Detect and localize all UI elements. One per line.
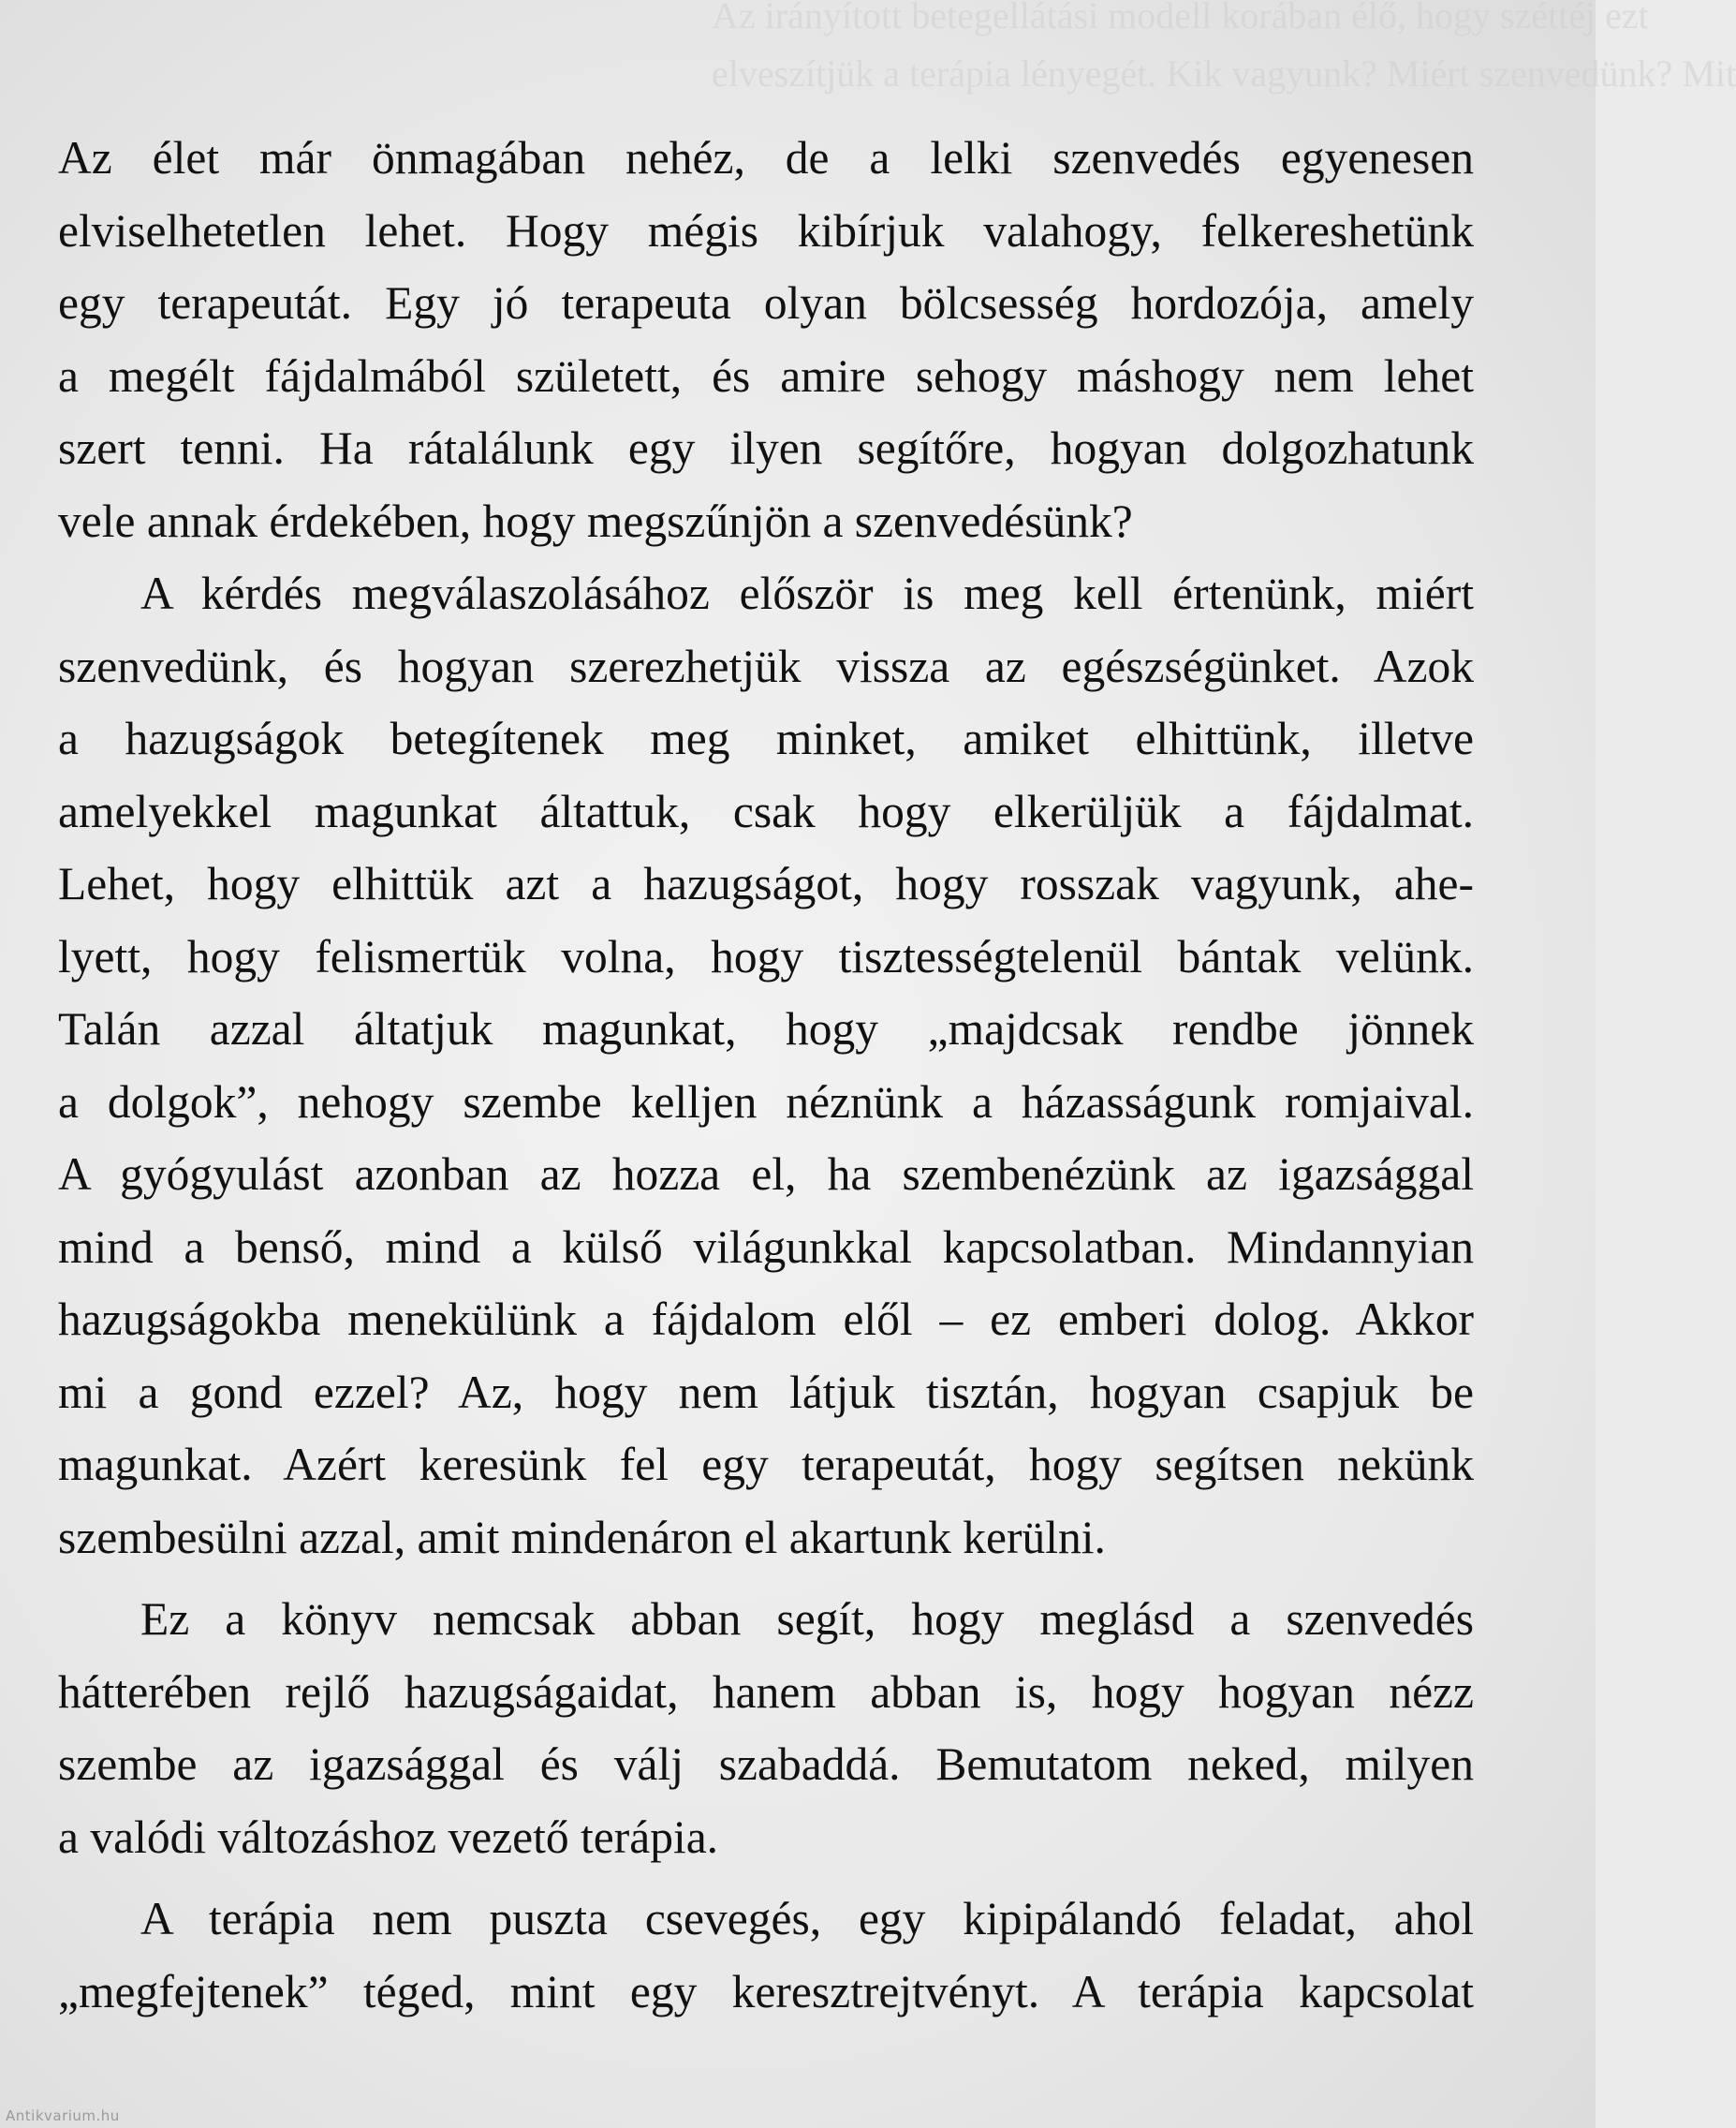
text-line: lyett, hogy felismertük volna, hogy tisztességtelenül bántak velünk.	[58, 930, 1474, 983]
text-line: mind a benső, mind a külső világunkkal kapcsolatban. Mindannyian	[58, 1220, 1474, 1273]
text-line: szert tenni. Ha rátalálunk egy ilyen segítőre, hogyan dolgozhatunk	[58, 422, 1474, 474]
bleed-line: elveszítjük a terápia lényegét. Kik vagyunk? Miért szenvedünk? Mit	[712, 52, 1736, 95]
text-line: a hazugságok betegítenek meg minket, amiket elhittünk, illetve	[58, 713, 1474, 764]
paragraph-1	[58, 122, 1474, 557]
text-line: szenvedünk, és hogyan szerezhetjük vissza az egészségünket. Azok	[58, 640, 1474, 692]
text-line: elviselhetetlen lehet. Hogy mégis kibírjuk valahogy, felkereshetünk	[58, 204, 1474, 257]
bleed-line: Az irányított betegellátási modell korában élő, hogy széttéj ezt	[712, 0, 1649, 37]
text-line: „megfejtenek” téged, mint egy keresztrejtvényt. A terápia kapcsolat	[58, 1965, 1474, 2017]
text-line: mi a gond ezzel? Az, hogy nem látjuk tisztán, hogyan csapjuk be	[58, 1366, 1474, 1418]
text-line: amelyekkel magunkat áltattuk, csak hogy elkerüljük a fájdalmat.	[58, 785, 1474, 837]
text-line: a valódi változáshoz vezető terápia.	[58, 1810, 719, 1863]
paragraph-4	[58, 1883, 1474, 2028]
text-line: hátterében rejlő hazugságaidat, hanem abban is, hogy hogyan nézz	[58, 1665, 1474, 1718]
text-line: egy terapeutát. Egy jó terapeuta olyan bölcsesség hordozója, amely	[58, 277, 1474, 329]
text-line: A gyógyulást azonban az hozza el, ha szembenézünk az igazsággal	[58, 1148, 1474, 1200]
watermark: Antikvarium.hu	[6, 2107, 120, 2124]
text-line: Ez a könyv nemcsak abban segít, hogy meglásd a szenvedés	[140, 1593, 1474, 1645]
paragraph-3	[58, 1583, 1474, 1873]
text-line: magunkat. Azért keresünk fel egy terapeutát, hogy segítsen nekünk	[58, 1439, 1474, 1490]
text-line: szembe az igazsággal és válj szabaddá. Bemutatom neked, milyen	[58, 1738, 1474, 1790]
body-text	[58, 122, 1474, 2028]
text-line: a megélt fájdalmából született, és amire sehogy máshogy nem lehet	[58, 349, 1474, 402]
text-line: vele annak érdekében, hogy megszűnjön a szenvedésünk?	[58, 495, 1133, 547]
text-line: Az élet már önmagában nehéz, de a lelki szenvedés egyenesen	[58, 132, 1474, 184]
text-line: a dolgok”, nehogy szembe kelljen néznünk a házasságunk romjaival.	[58, 1075, 1474, 1128]
bleed-through-text	[712, 0, 1736, 103]
text-line: hazugságokba menekülünk a fájdalom elől – ez emberi dolog. Akkor	[58, 1293, 1474, 1345]
text-line: A terápia nem puszta csevegés, egy kipipálandó feladat, ahol	[140, 1893, 1474, 1944]
paragraph-2	[58, 557, 1474, 1574]
text-line: Lehet, hogy elhittük azt a hazugságot, hogy rosszak vagyunk, ahe-	[58, 858, 1474, 909]
text-line: szembesülni azzal, amit mindenáron el akartunk kerülni.	[58, 1511, 1106, 1563]
text-line: A kérdés megválaszolásához először is meg kell értenünk, miért	[140, 568, 1474, 619]
text-line: Talán azzal áltatjuk magunkat, hogy „majdcsak rendbe jönnek	[58, 1003, 1474, 1055]
